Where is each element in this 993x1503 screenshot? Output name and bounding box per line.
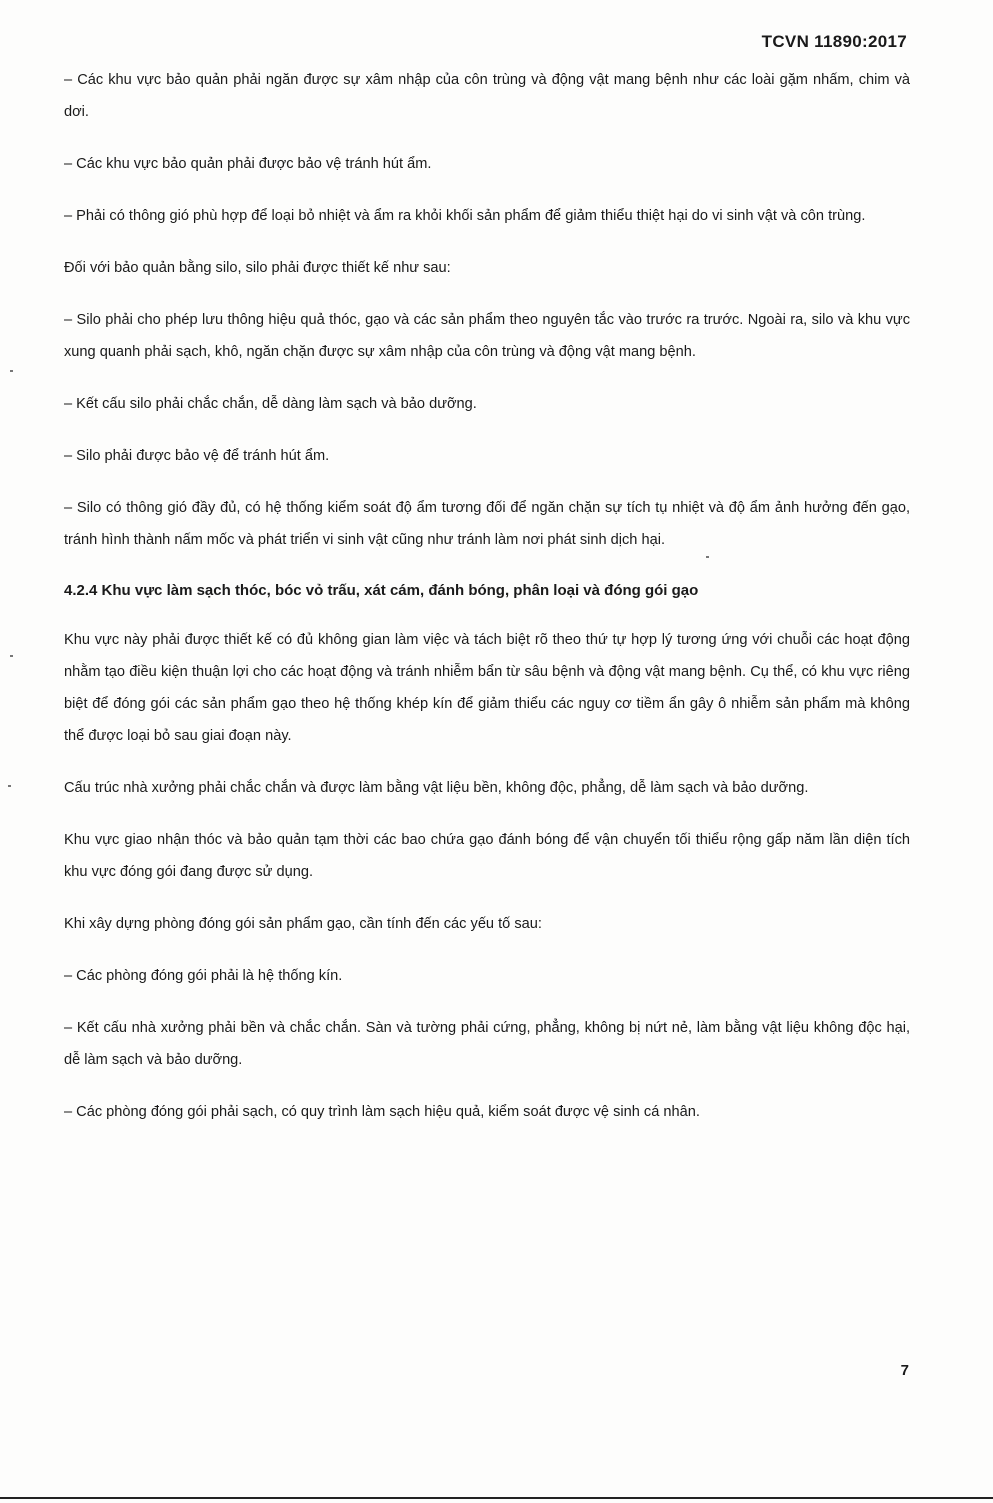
paragraph: – Silo phải cho phép lưu thông hiệu quả thóc, gạo và các sản phẩm theo nguyên tắc vào trước ra trước. Ngoài ra, silo và khu vực xung quanh phải sạch, khô, ngăn chặn được sự xâm nhập của côn trùng và động vật mang bệnh. [64,312,910,360]
section-paragraph: – Kết cấu nhà xưởng phải bền và chắc chắn. Sàn và tường phải cứng, phẳng, không bị nứt nẻ, làm bằng vật liệu không độc hại, dễ làm sạch và bảo dưỡng. [64,1020,910,1068]
section-heading: 4.2.4 Khu vực làm sạch thóc, bóc vỏ trấu, xát cám, đánh bóng, phân loại và đóng gói gạo [64,582,699,599]
paragraph: – Silo phải được bảo vệ để tránh hút ẩm. [64,448,330,464]
scan-speck [706,556,709,558]
section-paragraph: Cấu trúc nhà xưởng phải chắc chắn và được làm bằng vật liệu bền, không độc, phẳng, dễ làm sạch và bảo dưỡng. [64,780,809,796]
paragraph: – Các khu vực bảo quản phải ngăn được sự xâm nhập của côn trùng và động vật mang bệnh như các loài gặm nhấm, chim và dơi. [64,72,910,120]
scan-speck [10,370,13,372]
document-id: TCVN 11890:2017 [761,32,907,51]
paragraph: Đối với bảo quản bằng silo, silo phải được thiết kế như sau: [64,260,451,276]
section-paragraph: Khu vực này phải được thiết kế có đủ không gian làm việc và tách biệt rõ theo thứ tự hợp lý tương ứng với chuỗi các hoạt động nhằm tạo điều kiện thuận lợi cho các hoạt động và tránh nhiễm bẩn từ sâu bệnh và động vật mang bệnh. Cụ thể, có khu vực riêng biệt để đóng gói các sản phẩm gạo theo hệ thống khép kín để giảm thiểu các nguy cơ tiềm ẩn gây ô nhiễm sản phẩm mà không thể được loại bỏ sau giai đoạn này. [64,632,910,744]
paragraph: – Phải có thông gió phù hợp để loại bỏ nhiệt và ẩm ra khỏi khối sản phẩm để giảm thiểu thiệt hại do vi sinh vật và côn trùng. [64,208,866,224]
section-paragraph: Khu vực giao nhận thóc và bảo quản tạm thời các bao chứa gạo đánh bóng để vận chuyển tối thiểu rộng gấp năm lần diện tích khu vực đóng gói đang được sử dụng. [64,832,910,880]
scan-edge-line [0,1497,993,1499]
paragraph: – Các khu vực bảo quản phải được bảo vệ tránh hút ẩm. [64,156,432,172]
scan-speck [8,785,11,787]
scan-speck [10,655,13,657]
section-paragraph: – Các phòng đóng gói phải là hệ thống kín. [64,968,343,984]
paragraph: – Kết cấu silo phải chắc chắn, dễ dàng làm sạch và bảo dưỡng. [64,396,477,412]
section-paragraph: Khi xây dựng phòng đóng gói sản phẩm gạo, cần tính đến các yếu tố sau: [64,916,542,932]
section-paragraph: – Các phòng đóng gói phải sạch, có quy trình làm sạch hiệu quả, kiểm soát được vệ sinh cá nhân. [64,1104,700,1120]
page-body [64,64,910,1148]
paragraph: – Silo có thông gió đầy đủ, có hệ thống kiểm soát độ ẩm tương đối để ngăn chặn sự tích tụ nhiệt và độ ẩm ảnh hưởng đến gạo, tránh hình thành nấm mốc và phát triển vi sinh vật cũng như tránh làm nơi phát sinh dịch hại. [64,500,910,548]
page-number: 7 [900,1362,909,1379]
